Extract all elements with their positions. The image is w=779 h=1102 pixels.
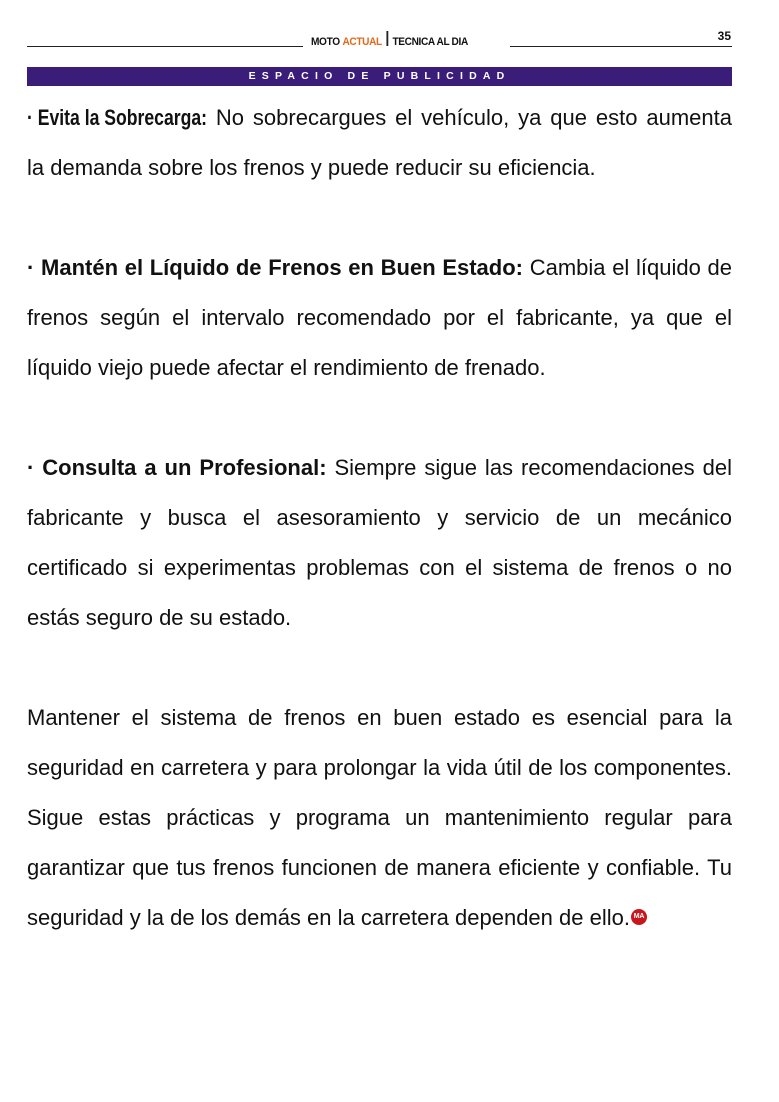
tip-overload xyxy=(27,93,732,193)
tip-text: Siempre sigue las recomendaciones del fabricante y busca el asesoramiento y servicio de un mecánico certificado si experimentas problemas con el sistema de frenos o no estás seguro de su estado. xyxy=(27,455,732,630)
page-number: 35 xyxy=(717,29,731,43)
ad-banner[interactable]: ESPACIO DE PUBLICIDAD xyxy=(27,67,732,86)
brand-moto: MOTO xyxy=(311,35,340,48)
tip-brake-fluid xyxy=(27,243,732,393)
section-name: TECNICA AL DIA xyxy=(392,35,468,48)
header-rule-left xyxy=(27,46,303,47)
conclusion-text: Mantener el sistema de frenos en buen estado es esencial para la seguridad en carretera y para prolongar la vida útil de los componentes. Sigue estas prácticas y programa un mantenimiento regular para garantizar que tus frenos funcionen de manera eficiente y confiable. Tu seguridad y la de los demás en la carretera dependen de ello. xyxy=(27,705,732,930)
end-mark-icon: MA xyxy=(631,909,647,925)
tip-title: · Mantén el Líquido de Frenos en Buen Estado: xyxy=(27,255,523,280)
tip-text: No sobrecargues el vehículo, ya que esto aumenta la demanda sobre los frenos y puede reducir su eficiencia. xyxy=(27,105,732,180)
article-body xyxy=(27,93,732,943)
conclusion-paragraph xyxy=(27,693,732,943)
header-divider xyxy=(386,31,387,46)
tip-title: · Consulta a un Profesional: xyxy=(27,455,327,480)
tip-text: Cambia el líquido de frenos según el intervalo recomendado por el fabricante, ya que el líquido viejo puede afectar el rendimiento de frenado. xyxy=(27,255,732,380)
header-rule-right xyxy=(510,46,732,47)
tip-professional xyxy=(27,443,732,643)
running-header xyxy=(311,34,468,49)
tip-title: · Evita la Sobrecarga: xyxy=(27,105,207,130)
brand-actual: ACTUAL xyxy=(342,35,382,48)
